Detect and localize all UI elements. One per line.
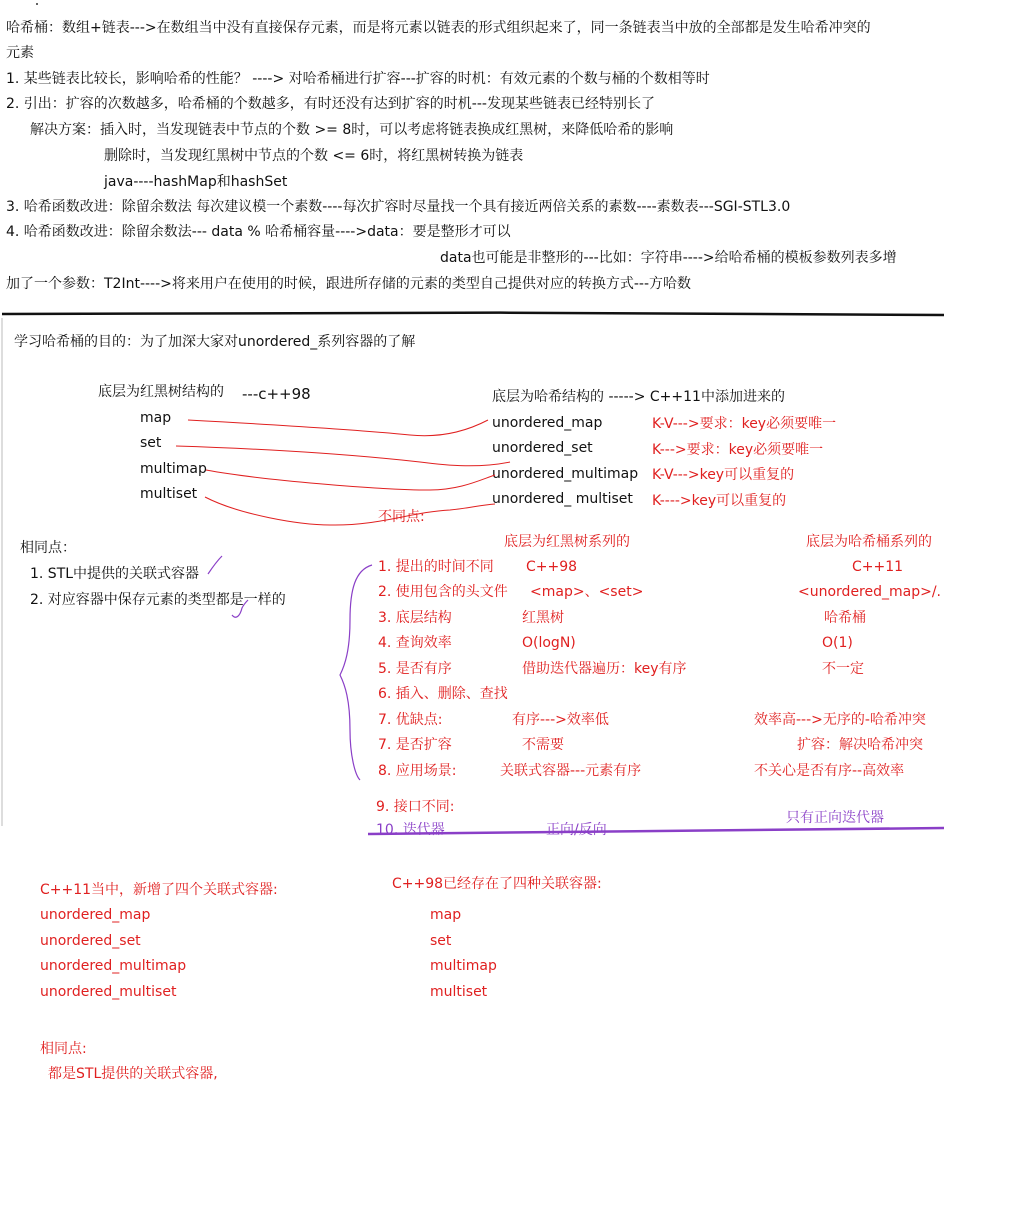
- cpp98-heading: C++98已经存在了四种关联容器:: [392, 876, 602, 892]
- same-item-1: 1. STL中提供的关联式容器: [30, 566, 200, 582]
- rb-version: ---c++98: [242, 385, 311, 403]
- point-2-java: java----hashMap和hashSet: [104, 174, 288, 190]
- cpp11-item-2: unordered_multimap: [40, 958, 187, 974]
- col-rb-heading: 底层为红黑树系列的: [504, 534, 630, 550]
- row-10-key: 10. 迭代器: [376, 822, 445, 838]
- connector-map: [188, 420, 488, 436]
- row-7b-key: 7. 是否扩容: [378, 737, 452, 753]
- rb-item-multimap: multimap: [140, 461, 207, 477]
- hash-item-unordered-multiset: unordered_ multiset: [492, 491, 633, 507]
- cpp11-item-0: unordered_map: [40, 907, 151, 923]
- hash-item-unordered-set: unordered_set: [492, 440, 593, 456]
- point-2-delete: 删除时，当发现红黑树中节点的个数 <= 6时，将红黑树转换为链表: [104, 148, 524, 164]
- row-1-hash: C++11: [852, 559, 904, 575]
- row-7-key: 7. 优缺点:: [378, 712, 443, 728]
- row-7b-hash: 扩容：解决哈希冲突: [797, 737, 923, 753]
- row-8-key: 8. 应用场景:: [378, 763, 457, 779]
- row-7-hash: 效率高--->无序的-哈希冲突: [754, 712, 926, 728]
- point-4: 4. 哈希函数改进：除留余数法--- data % 哈希桶容量---->data：要是整形才可以: [6, 224, 511, 240]
- purple-mark-1: [208, 556, 222, 574]
- intro-line-cont: 元素: [6, 45, 34, 61]
- row-6-key: 6. 插入、删除、查找: [378, 686, 508, 702]
- same-item-2: 2. 对应容器中保存元素的类型都是一样的: [30, 592, 286, 608]
- cpp98-item-2: multimap: [430, 958, 497, 974]
- row-5-hash: 不一定: [822, 661, 864, 677]
- bottom-same-text: 都是STL提供的关联式容器,: [48, 1066, 218, 1082]
- bottom-same-label: 相同点:: [40, 1041, 87, 1057]
- point-2-solution: 解决方案：插入时，当发现链表中节点的个数 >= 8时，可以考虑将链表换成红黑树，来降低哈希的影响: [30, 122, 674, 138]
- connector-set: [176, 446, 510, 466]
- section-separator: [2, 313, 944, 315]
- row-10-rb: 正向/反向: [546, 822, 607, 838]
- row-4-rb: O(logN): [522, 635, 576, 651]
- row-8-hash: 不关心是否有序--高效率: [754, 763, 905, 779]
- hash-heading: 底层为哈希结构的 -----> C++11中添加进来的: [492, 389, 785, 405]
- row-2-key: 2. 使用包含的头文件: [378, 584, 508, 600]
- row-5-rb: 借助迭代器遍历：key有序: [522, 661, 687, 677]
- same-label: 相同点：: [20, 540, 76, 556]
- cpp11-item-1: unordered_set: [40, 933, 141, 949]
- row-8-rb: 关联式容器---元素有序: [500, 763, 642, 779]
- hash-item-unordered-multimap: unordered_multimap: [492, 466, 639, 482]
- cpp98-item-0: map: [430, 907, 462, 923]
- top-dot: [36, 3, 38, 5]
- intro-line: 哈希桶：数组+链表--->在数组当中没有直接保存元素，而是将元素以链表的形式组织起来了，同一条链表当中放的全部都是发生哈希冲突的: [6, 20, 871, 36]
- row-3-rb: 红黑树: [522, 610, 564, 626]
- cpp11-heading: C++11当中，新增了四个关联式容器:: [40, 882, 278, 898]
- row-1-rb: C++98: [526, 559, 578, 575]
- point-4-cont: data也可能是非整形的---比如：字符串---->给哈希桶的模板参数列表多增: [440, 250, 897, 266]
- row-9-key: 9. 接口不同:: [376, 799, 455, 815]
- rb-item-map: map: [140, 410, 172, 426]
- rb-item-multiset: multiset: [140, 486, 198, 502]
- purpose-line: 学习哈希桶的目的：为了加深大家对unordered_系列容器的了解: [14, 334, 416, 350]
- row-1-key: 1. 提出的时间不同: [378, 559, 494, 575]
- row-4-hash: O(1): [822, 635, 853, 651]
- row-3-key: 3. 底层结构: [378, 610, 452, 626]
- cpp11-item-3: unordered_multiset: [40, 984, 177, 1000]
- rb-heading: 底层为红黑树结构的: [98, 384, 224, 400]
- hash-note-0: K-V--->要求：key必须要唯一: [652, 416, 837, 432]
- cpp98-item-1: set: [430, 933, 452, 949]
- hash-note-3: K---->key可以重复的: [652, 493, 787, 509]
- connector-multiset: [205, 497, 495, 525]
- row-7b-rb: 不需要: [522, 737, 564, 753]
- purple-brace: [340, 565, 372, 780]
- connector-multimap: [206, 470, 495, 490]
- purple-underline: [368, 828, 944, 834]
- row-3-hash: 哈希桶: [824, 610, 866, 626]
- row-2-rb: <map>、<set>: [530, 584, 644, 600]
- point-1: 1. 某些链表比较长，影响哈希的性能？ ----> 对哈希桶进行扩容---扩容的时机：有效元素的个数与桶的个数相等时: [6, 71, 710, 87]
- row-7-rb: 有序--->效率低: [512, 712, 609, 728]
- cpp98-item-3: multiset: [430, 984, 488, 1000]
- rb-item-set: set: [140, 435, 162, 451]
- row-2-hash: <unordered_map>/.: [798, 584, 942, 600]
- point-3: 3. 哈希函数改进：除留余数法 每次建议模一个素数----每次扩容时尽量找一个具有接近两倍关系的素数----素数表---SGI-STL3.0: [6, 199, 791, 215]
- col-hash-heading: 底层为哈希桶系列的: [806, 534, 932, 550]
- hash-item-unordered-map: unordered_map: [492, 415, 603, 431]
- hash-note-2: K-V--->key可以重复的: [652, 467, 795, 483]
- row-4-key: 4. 查询效率: [378, 635, 452, 651]
- row-5-key: 5. 是否有序: [378, 661, 452, 677]
- point-4-cont2: 加了一个参数：T2Int---->将来用户在使用的时候，跟进所存储的元素的类型自己提供对应的转换方式---方哈数: [6, 276, 692, 292]
- point-2: 2. 引出：扩容的次数越多，哈希桶的个数越多，有时还没有达到扩容的时机---发现某些链表已经特别长了: [6, 96, 655, 112]
- diff-label: 不同点:: [378, 509, 425, 525]
- hash-note-1: K--->要求：key必须要唯一: [652, 442, 824, 458]
- row-10-hash: 只有正向迭代器: [786, 810, 884, 826]
